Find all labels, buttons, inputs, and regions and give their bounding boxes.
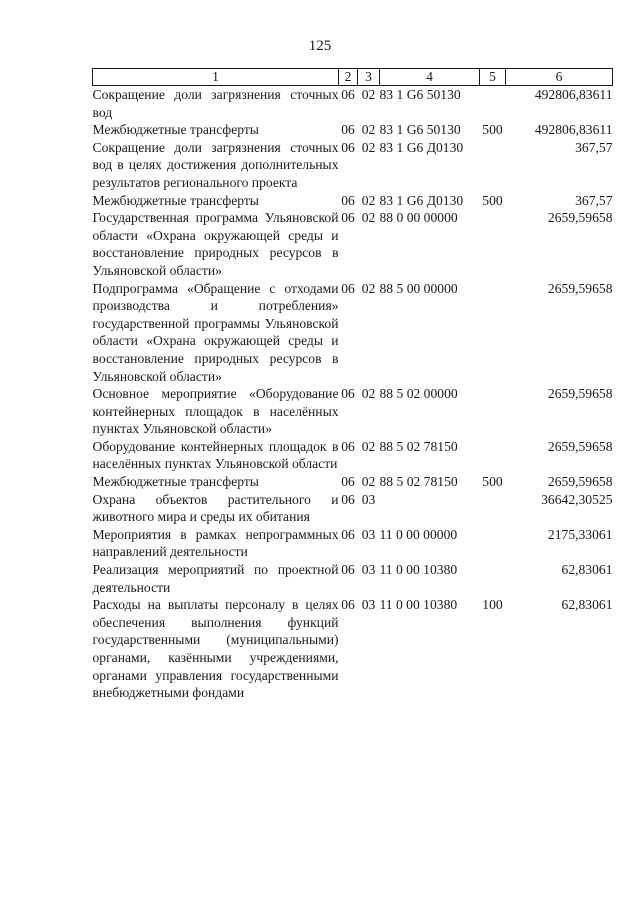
amount: 492806,83611 xyxy=(534,87,613,102)
row-name: Реализация мероприятий по проектной деятельности xyxy=(92,562,339,595)
target-article-code: 83 1 G6 Д0130 xyxy=(379,139,464,155)
row-name: Основное мероприятие «Оборудование контейнерных площадок в населённых пунктах Ульяновской области» xyxy=(92,386,339,437)
amount: 2659,59658 xyxy=(547,280,613,296)
amount: 367,57 xyxy=(575,192,613,208)
row-name: Охрана объектов растительного и животного мира и среды их обитания xyxy=(92,491,339,525)
expense-type-code xyxy=(480,526,506,561)
table-row xyxy=(93,491,613,526)
amount: 2659,59658 xyxy=(547,386,613,402)
column-header: 1 xyxy=(93,69,339,86)
amount: 2659,59658 xyxy=(547,210,613,226)
table-row xyxy=(93,473,613,491)
amount: 2659,59658 xyxy=(547,474,613,490)
section-code: 06 xyxy=(341,122,355,138)
section-code: 06 xyxy=(341,280,355,296)
row-name: Расходы на выплаты персоналу в целях обеспечения выполнения функций государственными (муниципальными) органами, казёнными учреждениями, органами управления государственными внебюджетными фондами xyxy=(92,597,339,701)
column-header: 6 xyxy=(506,69,613,86)
table-row xyxy=(93,385,613,438)
section-code: 06 xyxy=(341,192,355,208)
expense-type-code xyxy=(480,86,506,122)
target-article-code: 88 5 00 00000 xyxy=(379,280,458,296)
expense-type-code xyxy=(480,561,506,596)
table-row xyxy=(93,596,613,702)
target-article-code: 83 1 G6 50130 xyxy=(379,122,461,138)
target-article-code: 11 0 00 00000 xyxy=(379,526,458,542)
target-article-code xyxy=(380,491,480,526)
table-row xyxy=(93,280,613,386)
table-row xyxy=(93,121,613,139)
subsection-code: 02 xyxy=(361,87,376,102)
row-name: Государственная программа Ульяновской области «Охрана окружающей среды и восстановление природных ресурсов в Ульяновской области» xyxy=(92,210,339,278)
target-article-code: 88 0 00 00000 xyxy=(379,210,458,226)
column-header: 2 xyxy=(339,69,358,86)
section-code: 06 xyxy=(341,139,355,155)
table-row xyxy=(93,526,613,561)
amount: 62,83061 xyxy=(561,562,613,578)
row-name: Межбюджетные трансферты xyxy=(92,474,259,490)
section-code: 06 xyxy=(341,597,355,613)
section-code: 06 xyxy=(341,438,355,454)
table-row xyxy=(93,561,613,596)
subsection-code: 02 xyxy=(361,139,376,155)
amount: 36642,30525 xyxy=(541,491,613,507)
row-name: Межбюджетные трансферты xyxy=(92,122,259,138)
column-header: 4 xyxy=(380,69,480,86)
subsection-code: 03 xyxy=(361,597,376,613)
subsection-code: 02 xyxy=(361,192,376,208)
target-article-code: 83 1 G6 50130 xyxy=(379,87,461,102)
subsection-code: 02 xyxy=(361,438,376,454)
target-article-code: 88 5 02 78150 xyxy=(379,438,458,454)
expense-type-code xyxy=(480,139,506,192)
row-name: Сокращение доли загрязнения сточных вод xyxy=(92,87,339,120)
page-number: 125 xyxy=(308,38,332,54)
expense-type-code: 500 xyxy=(482,192,503,208)
column-header: 3 xyxy=(358,69,380,86)
amount: 2175,33061 xyxy=(547,526,613,542)
section-code: 06 xyxy=(341,386,355,402)
row-name: Межбюджетные трансферты xyxy=(92,192,259,208)
column-header: 5 xyxy=(480,69,506,86)
section-code: 06 xyxy=(341,210,355,226)
table-row xyxy=(93,209,613,279)
section-code: 06 xyxy=(341,474,355,490)
expense-type-code: 500 xyxy=(482,474,503,490)
amount: 62,83061 xyxy=(561,597,613,613)
subsection-code: 02 xyxy=(361,210,376,226)
target-article-code: 11 0 00 10380 xyxy=(379,597,458,613)
table-row xyxy=(93,139,613,192)
subsection-code: 02 xyxy=(361,474,376,490)
subsection-code: 03 xyxy=(361,491,376,507)
section-code: 06 xyxy=(341,87,355,102)
table-row xyxy=(93,438,613,473)
expense-type-code xyxy=(480,438,506,473)
budget-table xyxy=(92,68,613,702)
target-article-code: 83 1 G6 Д0130 xyxy=(379,192,464,208)
table-row xyxy=(93,192,613,210)
subsection-code: 03 xyxy=(361,526,376,542)
target-article-code: 88 5 02 78150 xyxy=(379,474,458,490)
row-name: Мероприятия в рамках непрограммных направлений деятельности xyxy=(92,526,339,560)
table-header-row xyxy=(93,69,613,86)
target-article-code: 11 0 00 10380 xyxy=(379,562,458,578)
subsection-code: 02 xyxy=(361,122,376,138)
section-code: 06 xyxy=(341,526,355,542)
section-code: 06 xyxy=(341,491,355,507)
row-name: Подпрограмма «Обращение с отходами производства и потребления» государственной программы Ульяновской области «Охрана окружающей среды и восстановление природных ресурсов в Ульяновской области» xyxy=(92,280,339,384)
amount: 367,57 xyxy=(575,139,613,155)
amount: 2659,59658 xyxy=(547,438,613,454)
expense-type-code xyxy=(480,385,506,438)
expense-type-code: 500 xyxy=(482,122,503,138)
subsection-code: 02 xyxy=(361,386,376,402)
target-article-code: 88 5 02 00000 xyxy=(379,386,458,402)
row-name: Оборудование контейнерных площадок в населённых пунктах Ульяновской области xyxy=(92,438,339,472)
expense-type-code: 100 xyxy=(482,597,503,613)
section-code: 06 xyxy=(341,562,355,578)
expense-type-code xyxy=(480,280,506,386)
row-name: Сокращение доли загрязнения сточных вод в целях достижения дополнительных результатов регионального проекта xyxy=(92,139,339,190)
subsection-code: 03 xyxy=(361,562,376,578)
expense-type-code xyxy=(480,209,506,279)
table-row xyxy=(93,86,613,122)
amount: 492806,83611 xyxy=(534,122,613,138)
subsection-code: 02 xyxy=(361,280,376,296)
expense-type-code xyxy=(480,491,506,526)
